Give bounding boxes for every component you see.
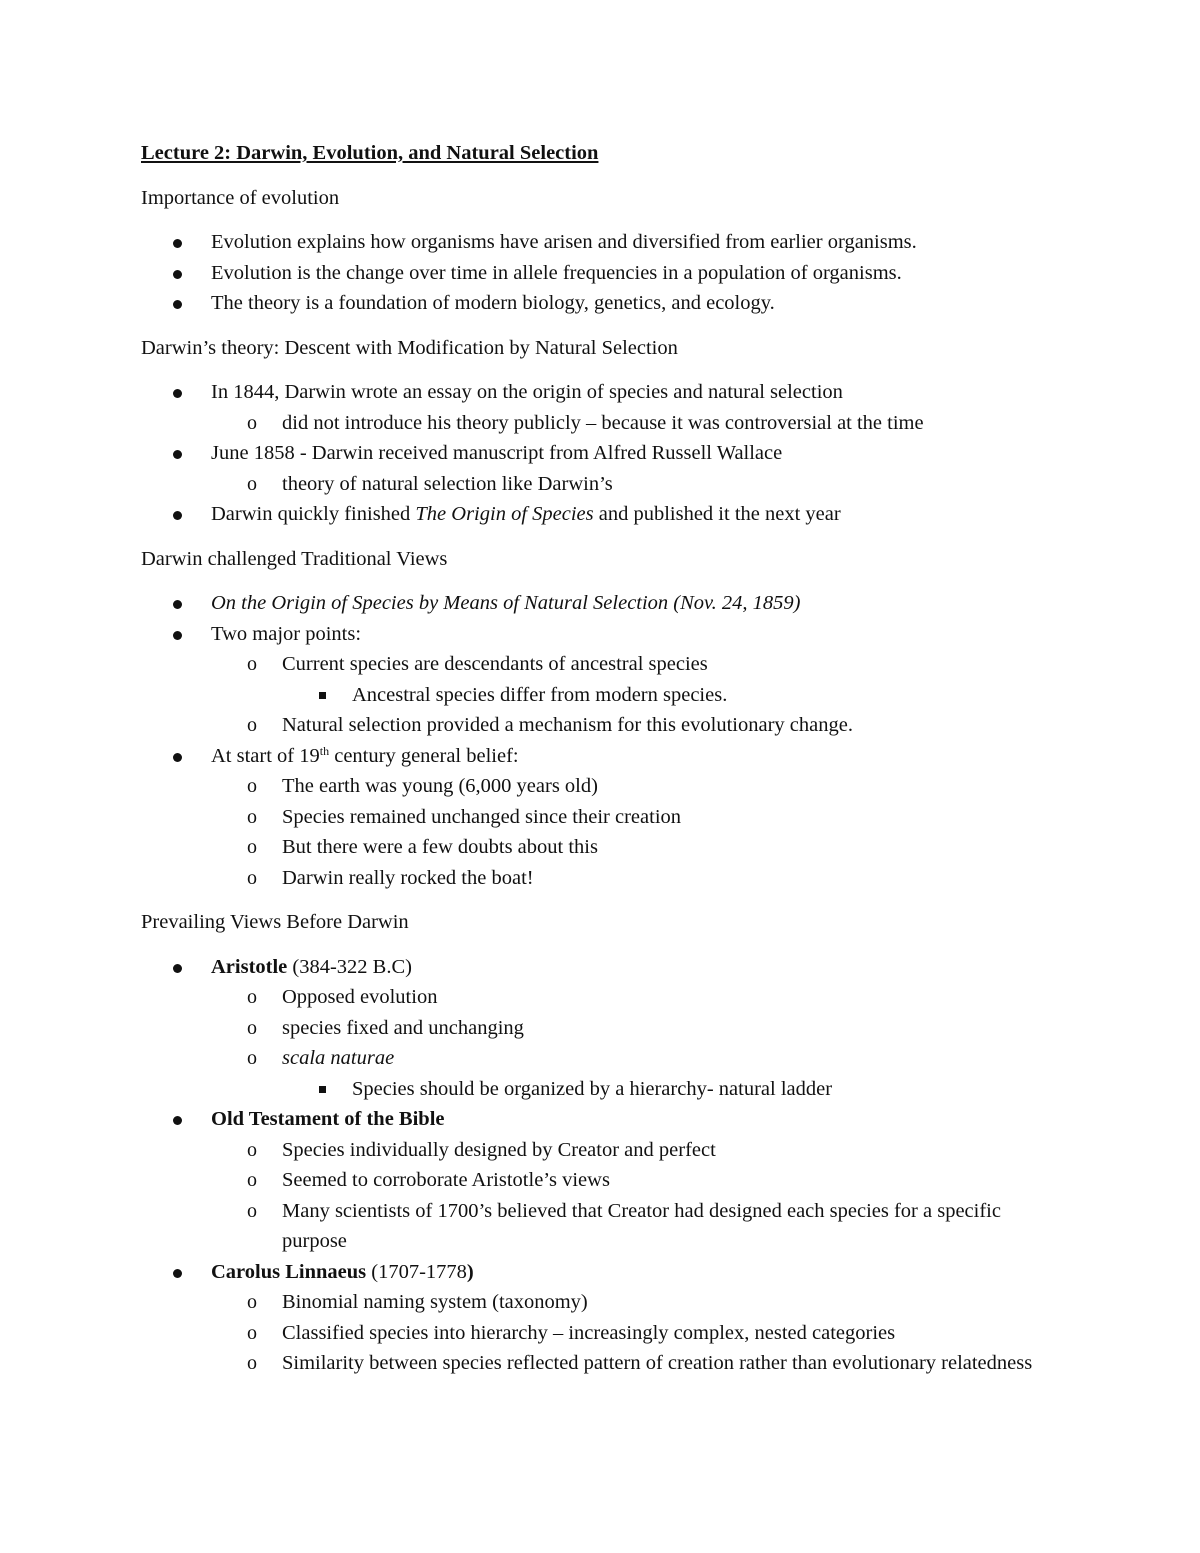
list-item: The theory is a foundation of modern biology, genetics, and ecology. — [211, 292, 775, 314]
section-heading-traditional-views: Darwin challenged Traditional Views — [141, 547, 448, 570]
bullet-list-importance — [141, 227, 1061, 319]
circle-bullet-icon: o — [247, 866, 257, 889]
circle-bullet-icon: o — [247, 1016, 257, 1039]
document-title: Lecture 2: Darwin, Evolution, and Natural Selection — [141, 142, 599, 164]
sub-list-item: o scala naturae Species should be organized by a hierarchy- natural ladder — [141, 1043, 1061, 1104]
sub-list-item: o Species remained unchanged since their creation — [141, 802, 1061, 833]
bullet-list-darwins-theory — [141, 377, 1061, 530]
list-item: Evolution is the change over time in allele frequencies in a population of organisms. — [211, 261, 902, 284]
list-item: In 1844, Darwin wrote an essay on the origin of species and natural selection o did not introduce his theory publicly – because it was controversial at the time — [141, 377, 1061, 438]
sub-list-item: o Natural selection provided a mechanism for this evolutionary change. — [141, 710, 1061, 741]
circle-bullet-icon: o — [247, 1138, 257, 1161]
list-item: On the Origin of Species by Means of Natural Selection (Nov. 24, 1859) — [211, 592, 801, 614]
sub-list-item: o Similarity between species reflected pattern of creation rather than evolutionary relatedness — [141, 1348, 1061, 1379]
list-item: Two major points: o Current species are descendants of ancestral species Ancestral species differ from modern species. o Natural selection provided a mechanism for this evolutionary change. — [141, 619, 1061, 741]
sub-list-item: o species fixed and unchanging — [141, 1013, 1061, 1044]
sub-list-item: o Species individually designed by Creator and perfect — [141, 1135, 1061, 1166]
circle-bullet-icon: o — [247, 1352, 257, 1374]
sub-list-item: o The earth was young (6,000 years old) — [141, 771, 1061, 802]
list-item: Evolution explains how organisms have arisen and diversified from earlier organisms. — [211, 231, 917, 253]
sub-list-item: o But there were a few doubts about this — [141, 832, 1061, 863]
list-item: Old Testament of the Bible o Species individually designed by Creator and perfect o Seemed to corroborate Aristotle’s views o Many scientists of 1700’s believed that Creator had designed each species for a specific purpose — [141, 1104, 1061, 1257]
section-heading-importance: Importance of evolution — [141, 186, 340, 209]
circle-bullet-icon: o — [247, 986, 257, 1008]
circle-bullet-icon: o — [247, 714, 257, 736]
bullet-list-traditional-views — [141, 588, 1061, 893]
sub-list-item: o Binomial naming system (taxonomy) — [141, 1287, 1061, 1318]
circle-bullet-icon: o — [247, 472, 257, 495]
list-item: Darwin quickly finished The Origin of Species and published it the next year — [211, 503, 841, 525]
list-item: Aristotle (384-322 B.C) o Opposed evolution o species fixed and unchanging o scala naturae Species should be organized by a hierarchy- natural ladder — [141, 952, 1061, 1105]
sub-list-item: o Classified species into hierarchy – increasingly complex, nested categories — [141, 1318, 1061, 1349]
list-item: At start of 19th century general belief: o The earth was young (6,000 years old) o Species remained unchanged since their creation o But there were a few doubts about this o Darwin really rocked the boat! — [141, 741, 1061, 894]
book-title: The Origin of Species — [415, 503, 594, 525]
circle-bullet-icon: o — [247, 1321, 257, 1344]
section-heading-prevailing-views: Prevailing Views Before Darwin — [141, 911, 409, 933]
sub-list-item: o theory of natural selection like Darwin’s — [141, 469, 1061, 500]
list-item: June 1858 - Darwin received manuscript from Alfred Russell Wallace o theory of natural selection like Darwin’s — [141, 438, 1061, 499]
sub-list-item: o Seemed to corroborate Aristotle’s views — [141, 1165, 1061, 1196]
list-item: Carolus Linnaeus (1707-1778) o Binomial naming system (taxonomy) o Classified species into hierarchy – increasingly complex, nested categories o Similarity between species reflected pattern of creation rather than evolutionary relatedness — [141, 1257, 1061, 1379]
section-heading-darwins-theory: Darwin’s theory: Descent with Modification by Natural Selection — [141, 336, 678, 359]
circle-bullet-icon: o — [247, 775, 257, 797]
sub-sub-list-item: Species should be organized by a hierarchy- natural ladder — [352, 1077, 833, 1100]
circle-bullet-icon: o — [247, 1047, 257, 1069]
circle-bullet-icon: o — [247, 411, 257, 434]
sub-sub-list-item: Ancestral species differ from modern species. — [352, 683, 728, 706]
circle-bullet-icon: o — [247, 1199, 257, 1222]
sub-list-item: o Many scientists of 1700’s believed that Creator had designed each species for a specific purpose — [141, 1196, 1061, 1257]
circle-bullet-icon: o — [247, 836, 257, 858]
sub-list-item: o Opposed evolution — [141, 982, 1061, 1013]
circle-bullet-icon: o — [247, 1291, 257, 1313]
document-page — [141, 138, 1061, 1393]
sub-list-item: o did not introduce his theory publicly – because it was controversial at the time — [141, 408, 1061, 439]
bullet-list-prevailing-views — [141, 952, 1061, 1379]
sub-list-item: o Darwin really rocked the boat! — [141, 863, 1061, 894]
circle-bullet-icon: o — [247, 805, 257, 828]
sub-list-item: o Current species are descendants of ancestral species Ancestral species differ from modern species. — [141, 649, 1061, 710]
circle-bullet-icon: o — [247, 653, 257, 675]
circle-bullet-icon: o — [247, 1169, 257, 1191]
